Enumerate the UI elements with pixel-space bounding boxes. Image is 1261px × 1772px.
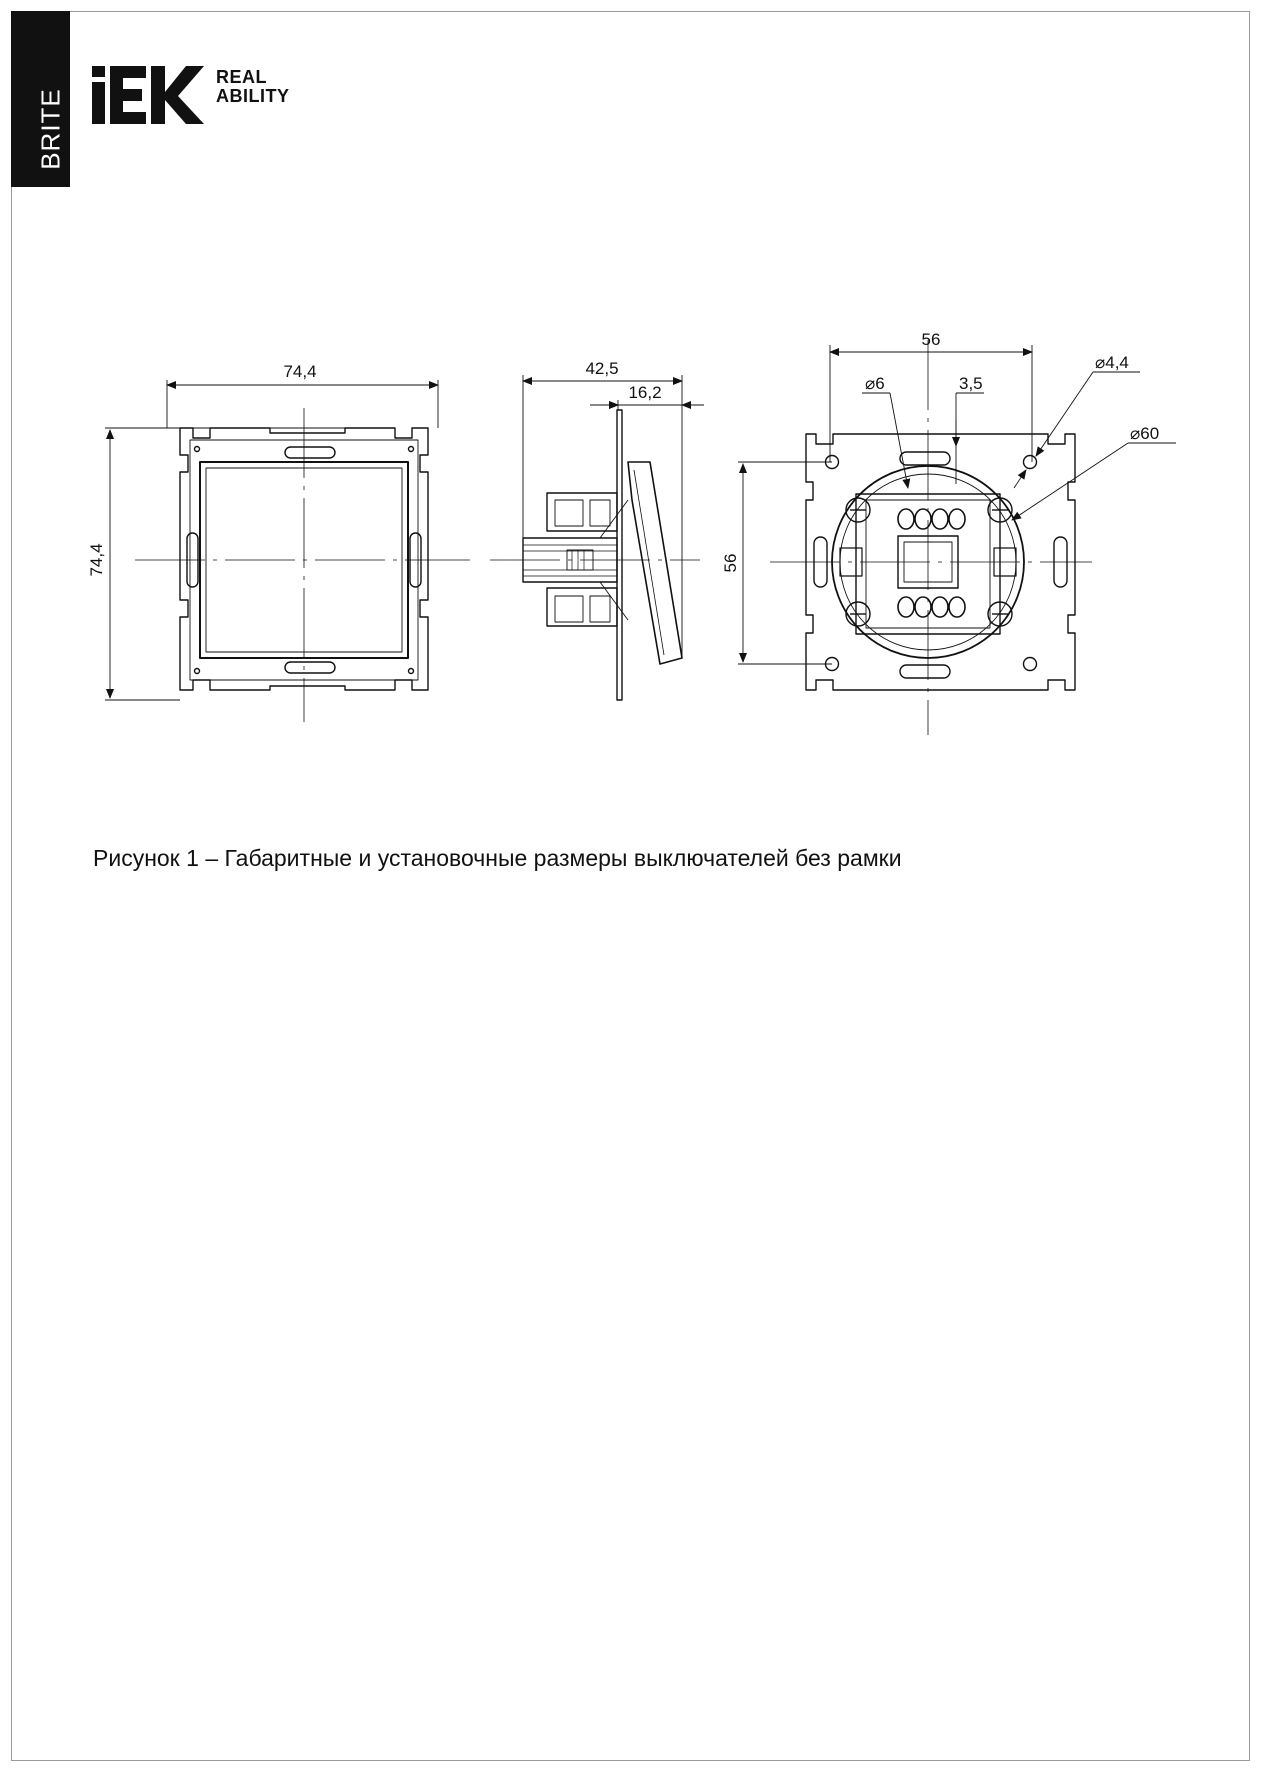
rear-mount-hole-dim: ⌀4,4	[1095, 353, 1129, 372]
side-plate	[617, 410, 622, 700]
rear-view	[721, 330, 1176, 735]
rear-height-dim: 56	[721, 553, 740, 573]
tagline-line-1: REAL	[216, 67, 267, 87]
series-label: BRITE	[35, 88, 66, 170]
rear-width-dim: 56	[921, 330, 941, 349]
rear-offset-dim: 3,5	[959, 374, 983, 393]
front-height-dim: 74,4	[87, 543, 106, 577]
tagline-line-2: ABILITY	[216, 86, 290, 106]
figure-caption: Рисунок 1 – Габаритные и установочные размеры выключателей без рамки	[93, 845, 902, 871]
side-depth-total-dim: 42,5	[585, 359, 619, 378]
front-width-dim: 74,4	[283, 362, 317, 381]
rear-hole-dia-dim: ⌀6	[865, 374, 885, 393]
side-view	[490, 359, 704, 700]
side-depth-front-dim: 16,2	[628, 383, 662, 402]
rear-circle-dia-dim: ⌀60	[1130, 424, 1160, 443]
technical-drawing	[0, 0, 1261, 800]
side-key	[628, 462, 682, 664]
front-view	[87, 362, 470, 722]
